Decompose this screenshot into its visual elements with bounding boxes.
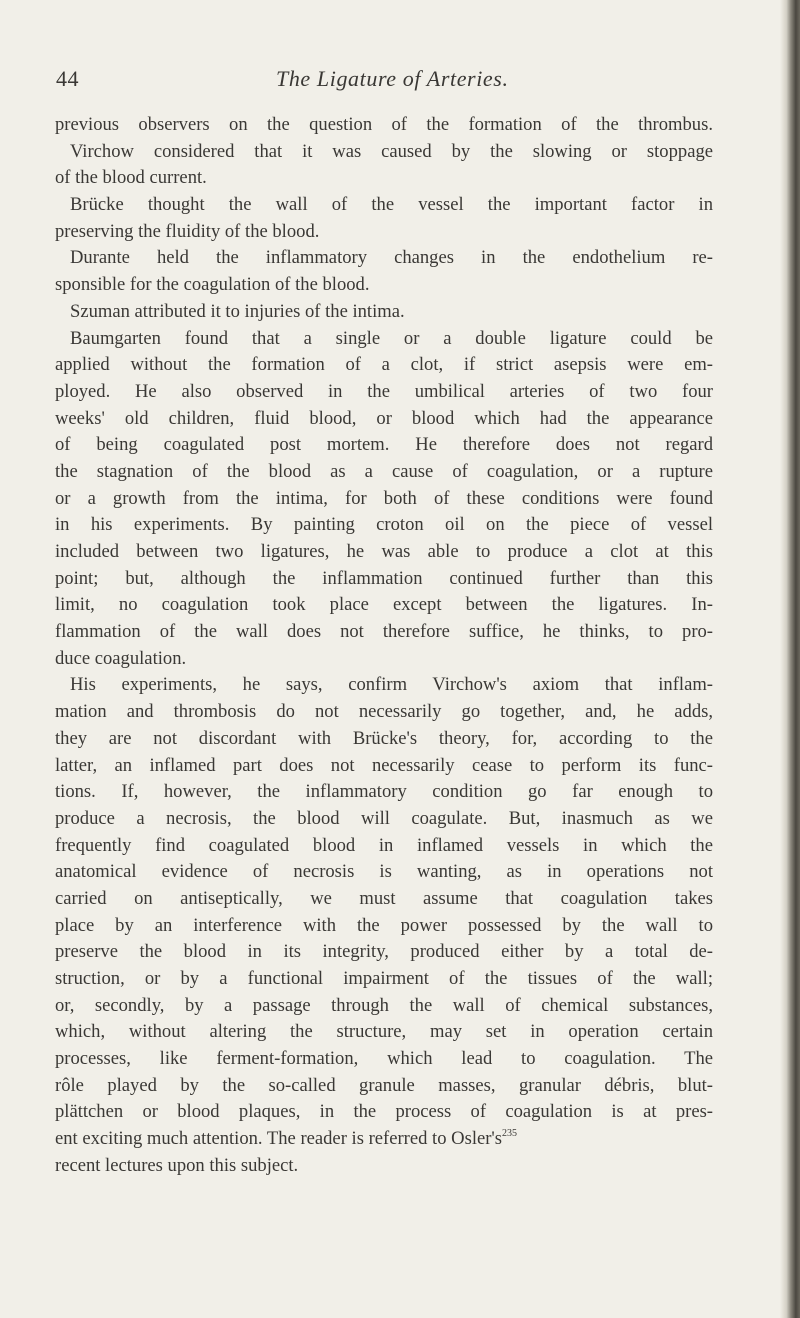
- text-line: Brücke thought the wall of the vessel the important factor in: [70, 194, 713, 216]
- text-line: recent lectures upon this subject.: [55, 1154, 299, 1176]
- text-line-with-footnote: [55, 1126, 713, 1153]
- text-line: Durante held the inflammatory changes in the endothelium re-: [70, 247, 713, 269]
- text-line: mation and thrombosis do not necessarily go together, and, he adds,: [55, 701, 713, 723]
- text-line: Szuman attributed it to injuries of the intima.: [70, 300, 405, 322]
- text-line: duce coagulation.: [55, 647, 187, 669]
- text-line: His experiments, he says, confirm Virchow's axiom that inflam-: [70, 674, 713, 696]
- text-line: ployed. He also observed in the umbilical arteries of two four: [55, 380, 713, 402]
- text-line: produce a necrosis, the blood will coagulate. But, inasmuch as we: [55, 807, 713, 829]
- text-line: Baumgarten found that a single or a double ligature could be: [70, 327, 713, 349]
- text-line: or a growth from the intima, for both of these conditions were found: [55, 487, 713, 509]
- text-line: flammation of the wall does not therefore suffice, he thinks, to pro-: [55, 621, 713, 643]
- text-line: they are not discordant with Brücke's theory, for, according to the: [55, 727, 713, 749]
- text-line: preserve the blood in its integrity, produced either by a total de-: [55, 941, 713, 963]
- text-line: weeks' old children, fluid blood, or blood which had the appearance: [55, 407, 713, 429]
- text-line: in his experiments. By painting croton oil on the piece of vessel: [55, 514, 713, 536]
- book-page-edge: [786, 0, 800, 1318]
- text-line: which, without altering the structure, may set in operation certain: [55, 1021, 713, 1043]
- text-line: rôle played by the so-called granule masses, granular débris, blut-: [55, 1074, 713, 1096]
- body-text: [55, 112, 713, 1180]
- text-line: sponsible for the coagulation of the blood.: [55, 274, 370, 296]
- text-line: the stagnation of the blood as a cause of coagulation, or a rupture: [55, 460, 713, 482]
- text-line: included between two ligatures, he was able to produce a clot at this: [55, 541, 713, 562]
- page-number: 44: [56, 66, 79, 91]
- text-line: or, secondly, by a passage through the wall of chemical substances,: [55, 994, 713, 1016]
- text-line: limit, no coagulation took place except between the ligatures. In-: [55, 594, 713, 616]
- text-line: of the blood current.: [55, 167, 207, 189]
- text-line: preserving the fluidity of the blood.: [55, 220, 320, 242]
- text-line: applied without the formation of a clot, if strict asepsis were em-: [55, 354, 713, 376]
- text-line: latter, an inflamed part does not necessarily cease to perform its func-: [55, 754, 713, 776]
- text-line: of being coagulated post mortem. He therefore does not regard: [55, 434, 713, 456]
- text-line: plättchen or blood plaques, in the process of coagulation is at pres-: [55, 1101, 713, 1123]
- text-line: Virchow considered that it was caused by the slowing or stoppage: [70, 140, 713, 162]
- page-header: [56, 66, 746, 96]
- text-line: place by an interference with the power possessed by the wall to: [55, 914, 713, 936]
- running-title: The Ligature of Arteries.: [276, 66, 509, 91]
- text-line: tions. If, however, the inflammatory condition go far enough to: [55, 781, 713, 803]
- footnote-reference: 235: [502, 1128, 518, 1140]
- text-line: frequently find coagulated blood in inflamed vessels in which the: [55, 834, 713, 856]
- text-line: processes, like ferment-formation, which lead to coagulation. The: [55, 1048, 713, 1070]
- text-line: struction, or by a functional impairment of the tissues of the wall;: [55, 968, 713, 989]
- text-line: ent exciting much attention. The reader is referred to Osler's: [55, 1128, 503, 1150]
- text-line: point; but, although the inflammation continued further than this: [55, 567, 713, 589]
- text-line: anatomical evidence of necrosis is wanting, as in operations not: [55, 861, 713, 883]
- text-line: carried on antiseptically, we must assume that coagulation takes: [55, 887, 713, 909]
- text-line: previous observers on the question of the formation of the thrombus.: [55, 114, 713, 135]
